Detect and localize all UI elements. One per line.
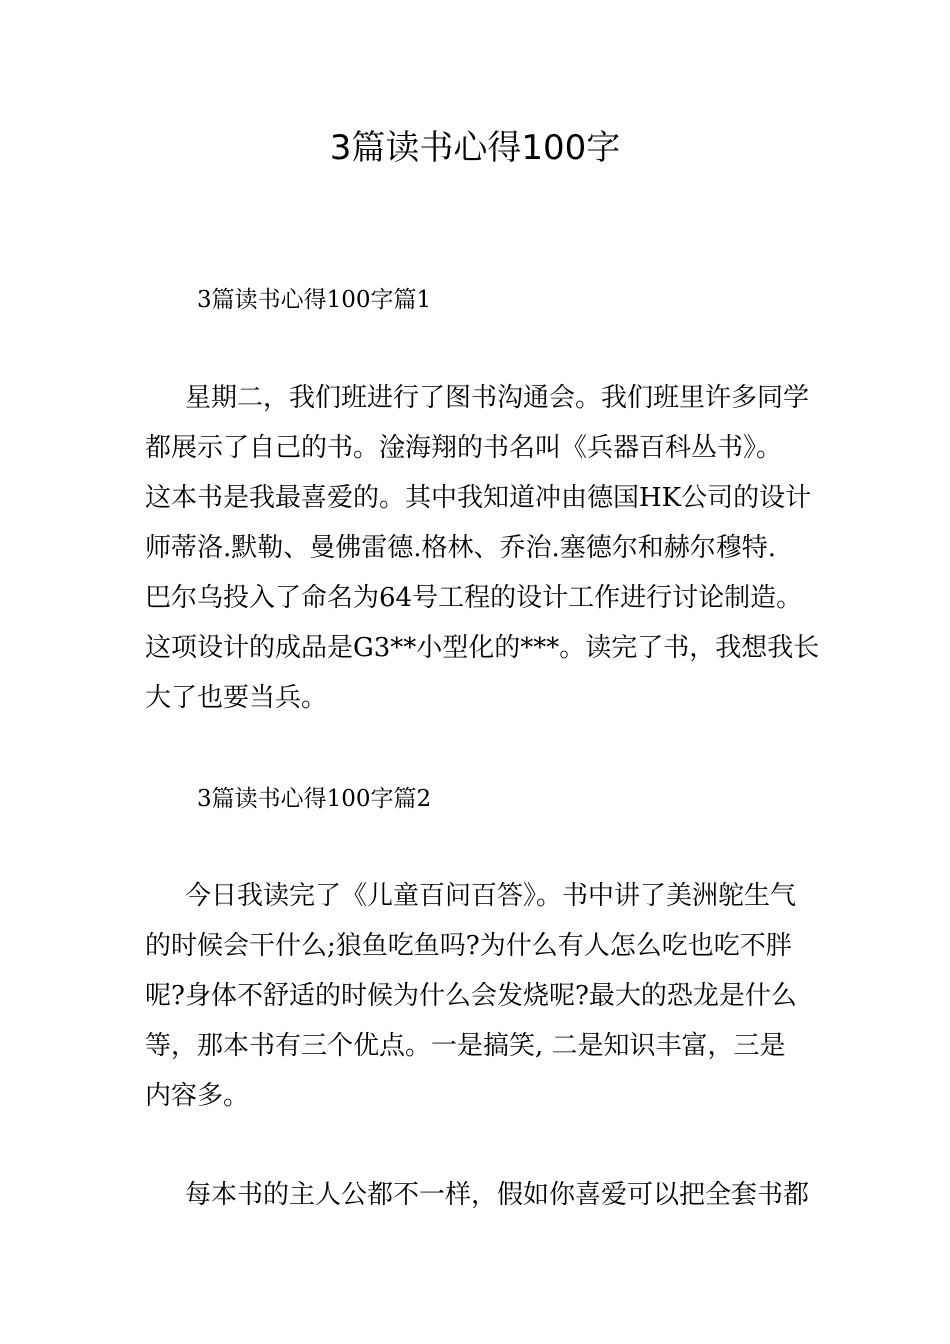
paragraph-line: 今日我读完了《儿童百问百答》。书中讲了美洲鸵生气 bbox=[185, 881, 797, 911]
paragraph-line: 等，那本书有三个优点。一是搞笑, 二是知识丰富，三是 bbox=[145, 1031, 786, 1061]
document-title: 3篇读书心得100字 bbox=[329, 128, 621, 168]
section-heading-2: 3篇读书心得100字篇2 bbox=[197, 786, 432, 812]
paragraph-line: 这项设计的成品是G3**小型化的***。读完了书，我想我长 bbox=[145, 633, 820, 663]
paragraph-line: 呢?身体不舒适的时候为什么会发烧呢?最大的恐龙是什么 bbox=[145, 981, 797, 1011]
paragraph-line: 师蒂洛.默勒、曼佛雷德.格林、乔治.塞德尔和赫尔穆特. bbox=[145, 533, 777, 563]
paragraph-1 bbox=[145, 373, 820, 723]
paragraph-3 bbox=[145, 1170, 810, 1220]
paragraph-line: 星期二，我们班进行了图书沟通会。我们班里许多同学 bbox=[185, 383, 810, 413]
section-heading-1: 3篇读书心得100字篇1 bbox=[197, 287, 432, 313]
paragraph-line: 巴尔乌投入了命名为64号工程的设计工作进行讨论制造。 bbox=[145, 583, 803, 613]
paragraph-line: 大了也要当兵。 bbox=[145, 683, 328, 713]
paragraph-line: 这本书是我最喜爱的。其中我知道冲由德国HK公司的设计 bbox=[145, 483, 812, 513]
paragraph-line: 的时候会干什么;狼鱼吃鱼吗?为什么有人怎么吃也吃不胖 bbox=[145, 931, 792, 961]
paragraph-2 bbox=[145, 871, 807, 1121]
paragraph-line: 都展示了自己的书。淦海翔的书名叫《兵器百科丛书》。 bbox=[145, 433, 783, 463]
paragraph-line: 每本书的主人公都不一样，假如你喜爱可以把全套书都 bbox=[185, 1180, 810, 1210]
paragraph-line: 内容多。 bbox=[145, 1081, 250, 1111]
